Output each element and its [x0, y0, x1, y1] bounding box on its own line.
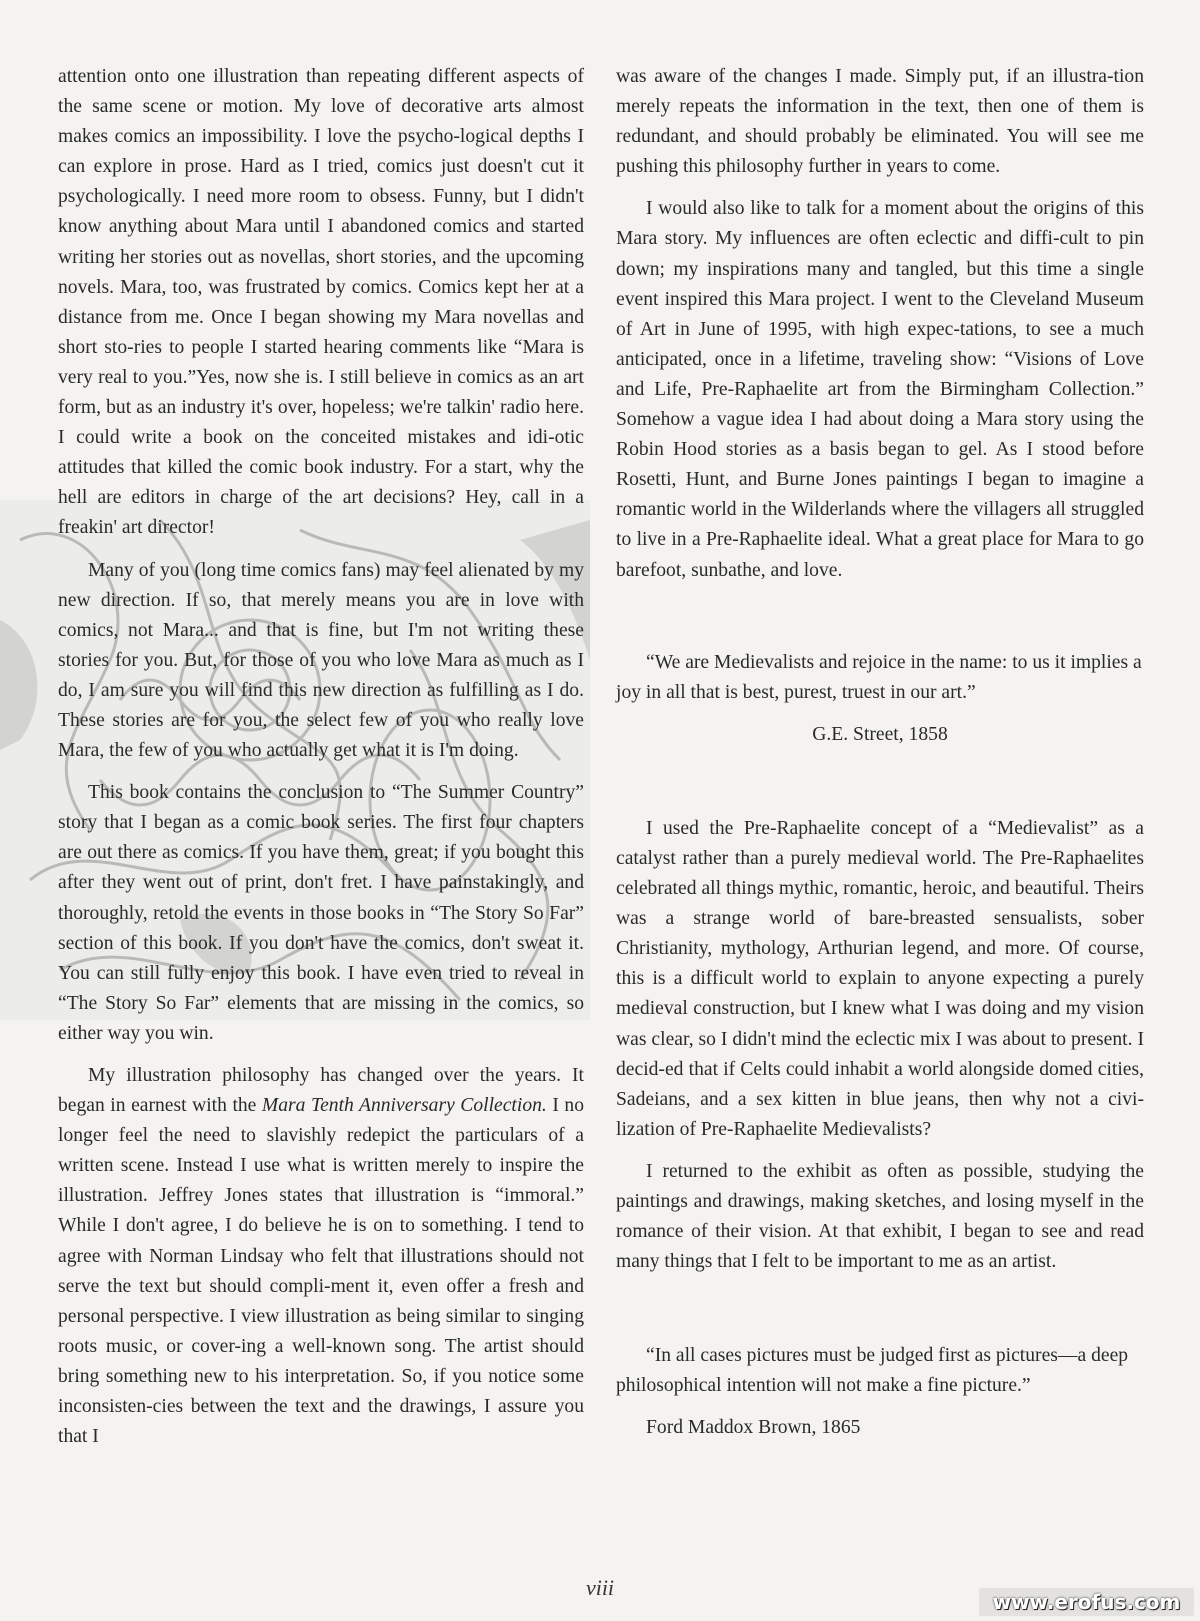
- paragraph: [58, 1061, 584, 1452]
- quote-brown: “In all cases pictures must be judged first as pictures—a deep philosophical intention will not make a fine picture.”: [616, 1345, 1129, 1397]
- watermark: www.erofus.com: [979, 1588, 1194, 1616]
- page-number: viii: [585, 1575, 615, 1600]
- paragraph: I returned to the exhibit as often as possible, studying the paintings and drawings, making sketches, and losing myself in the romance of their vision. At that exhibit, I began to see and read many things that I felt to be important to me as an artist.: [616, 1160, 1144, 1273]
- book-title: Mara Tenth Anniversary Collection.: [261, 1095, 547, 1117]
- quote-attribution: Ford Maddox Brown, 1865: [646, 1417, 861, 1439]
- quote-street: “We are Medievalists and rejoice in the name: to us it implies a joy in all that is best, purest, truest in our art.”: [616, 651, 1142, 703]
- quote-attribution: G.E. Street, 1858: [812, 723, 948, 745]
- paragraph: Many of you (long time comics fans) may feel alienated by my new direction. If so, that merely means you are in love with comics, not Mara... and that is fine, but I'm not writing these stories for you. But, for those of you who love Mara as much as I do, I am sure you will find this new direction as fulfilling as I do. These stories are for you, the select few of you who really love Mara, the few of you who actually get what it is I'm doing.: [58, 559, 584, 762]
- paragraph-text: My illustration philosophy has changed over the years. It began in earnest with the: [58, 1065, 584, 1117]
- left-text-column: [58, 62, 584, 1452]
- paragraph: attention onto one illustration than repeating different aspects of the same scene or motion. My love of decorative arts almost makes comics an impossibility. I love the psycho-logical depths I can explore in prose. Hard as I tried, comics just doesn't cut it psychologically. I need more room to obsess. Funny, but I didn't know anything about Mara until I abandoned comics and started writing her stories out as novellas, short stories, and the upcoming novels. Mara, too, was frustrated by comics. Comics kept her at a distance from me. Once I began showing my Mara novellas and short sto-ries to people I started hearing comments like “Mara is very real to you.”Yes, now she is. I still believe in comics as an art form, but as an industry it's over, hopeless; we're talkin' radio here. I could write a book on the conceited mistakes and idi-otic attitudes that killed the comic book industry. For a start, why the hell are editors in charge of the art decisions? Hey, call in a freakin' art director!: [58, 66, 584, 539]
- paragraph: This book contains the conclusion to “The Summer Country” story that I began as a comic book series. The first four chapters are out there as comics. If you have them, great; if you bought this after they went out of print, don't fret. I have painstakingly, and thoroughly, retold the events in those books in “The Story So Far” section of this book. If you don't have the comics, don't sweat it. You can still fully enjoy this book. I have even tried to reveal in “The Story So Far” elements that are missing in the comics, so either way you win.: [58, 782, 584, 1044]
- paragraph: I would also like to talk for a moment about the origins of this Mara story. My influences are often eclectic and diffi-cult to pin down; my inspirations many and tangled, but this time a single event inspired this Mara project. I went to the Cleveland Museum of Art in June of 1995, with high expec-tations, to see a much anticipated, once in a lifetime, traveling show: “Visions of Love and Life, Pre-Raphaelite art from the Birmingham Collection.” Somehow a vague idea I had about doing a Mara story using the Robin Hood stories as a basis began to gel. As I stood before Rosetti, Hunt, and Burne Jones paintings I began to imagine a romantic world in the Wilderlands where the villagers all struggled to live in a Pre-Raphaelite ideal. What a great place for Mara to go barefoot, sunbathe, and love.: [616, 198, 1144, 581]
- paragraph: I used the Pre-Raphaelite concept of a “Medievalist” as a catalyst rather than a purely medieval world. The Pre-Raphaelites celebrated all things mythic, romantic, heroic, and beautiful. Theirs was a strange world of bare-breasted sensualists, sober Christianity, mythology, Arthurian legend, and more. Of course, this is a difficult world to explain to anyone expecting a purely medieval construction, but I knew what I was doing and my vision was clear, so I didn't mind the eclectic mix I was about to present. I decid-ed that if Celts could inhabit a world alongside domed cities, Sadeians, and a sex kitten in blue jeans, then why not a civi-lization of Pre-Raphaelite Medievalists?: [616, 817, 1144, 1140]
- right-text-column: [616, 62, 1144, 1456]
- paragraph: was aware of the changes I made. Simply put, if an illustra-tion merely repeats the information in the text, then one of them is redundant, and should probably be eliminated. You will see me pushing this philosophy further in years to come.: [616, 66, 1144, 178]
- paragraph-text: I no longer feel the need to slavishly redepict the particulars of a written scene. Instead I use what is written merely to inspire the illustration. Jeffrey Jones states that illustration is “immoral.” While I don't agree, I do believe he is on to something. I tend to agree with Norman Lindsay who felt that illustrations should not serve the text but should compli-ment it, even offer a fresh and personal perspective. I view illustration as being similar to singing roots music, or cover-ing a well-known song. The artist should bring something new to his interpretation. So, if you notice some inconsisten-cies between the text and the drawings, I assure you that I: [58, 1095, 584, 1448]
